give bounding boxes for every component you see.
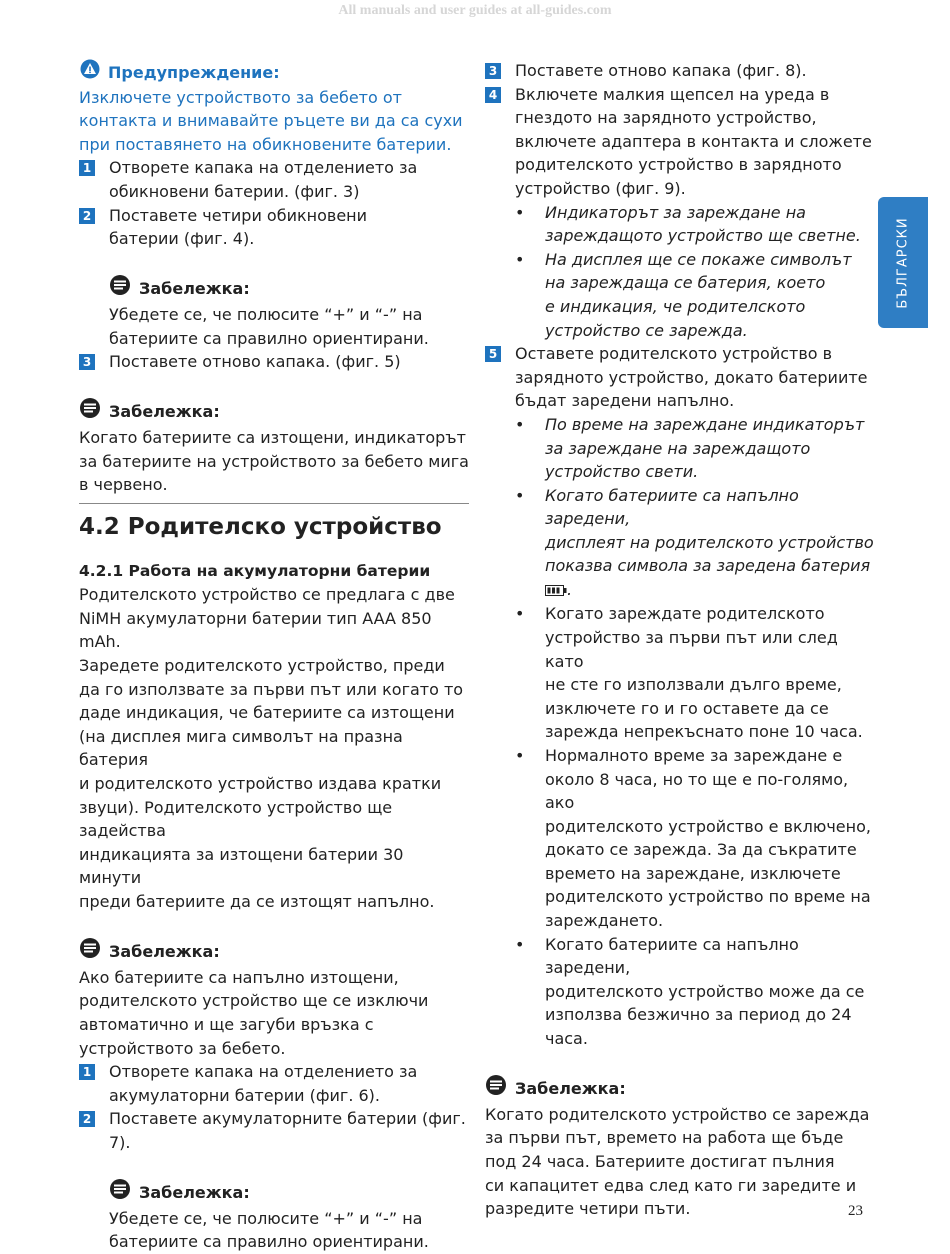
text-line: при поставянето на обикновените батерии. [79,134,452,154]
text-line: Включете малкия щепсел на уреда в [515,84,830,104]
note-block [79,1178,469,1254]
text-line: Убедете се, че полюсите “+” и “-” на [109,1208,423,1228]
text-line: родителското устройство в зарядното [515,155,842,175]
note-icon [79,397,101,426]
text-line: NiMH акумулаторни батерии тип AAA 850 [79,608,432,628]
note-block [79,937,469,1060]
step-number: 5 [485,346,501,362]
step-number: 1 [79,1064,95,1080]
step-number: 4 [485,87,501,103]
note-block [79,397,469,496]
list-item: • Когато батериите са напълно заредени, дисплеят на родителското устройство показва символа за заредена батерия . [515,484,880,603]
text-line: и родителското устройство издава кратки [79,774,442,794]
step-number: 3 [485,63,501,79]
right-column [485,59,880,1221]
warning-heading [79,59,469,86]
text-line: (на дисплея мига символът на празна батерия [79,726,403,770]
paragraph [79,583,469,913]
bullet-list [485,413,880,1051]
text-line: автоматично и ще загуби връзка с [79,1014,374,1034]
step-number: 2 [79,208,95,224]
note-title: Забележка: [109,941,220,961]
text-line: Поставете отново капака. (фиг. 5) [109,352,401,372]
note-icon [485,1074,507,1103]
text-line: звуци). Родителското устройство ще задейства [79,797,393,841]
list-item: • По време на зареждане индикаторът за зареждане на зареждащото устройство свети. [515,413,880,484]
text-line: батериите са правилно ориентирани. [109,1232,429,1252]
step-item [79,156,469,203]
list-item: • На дисплея ще се покаже символът на зареждаща се батерия, което е индикация, че родителското устройство се зарежда. [515,248,880,342]
left-column [79,59,469,1254]
text-line: батериите са правилно ориентирани. [109,328,429,348]
text-line: Ако батериите са напълно изтощени, [79,967,399,987]
text-line: Поставете отново капака (фиг. 8). [515,61,807,80]
text-line: Убедете се, че полюсите “+” и “-” на [109,304,423,324]
text-line: Изключете устройството за бебето от [79,87,402,107]
list-item: • Когато зареждате родителското устройство за първи път или след като не сте го използвали дълго време, изключете го и го оставете да се зарежда непрекъснато поне 10 часа. [515,602,880,744]
step-item [485,83,880,201]
text-line: Отворете капака на отделението за [109,158,418,178]
step-item [79,204,469,251]
text-line: Когато батериите са изтощени, индикаторът [79,427,466,447]
text-line: Когато родителското устройство се зарежда [485,1104,870,1124]
text-line: разредите четири пъти. [485,1199,691,1219]
note-icon [109,274,131,303]
side-tab-label: БЪЛГАРСКИ [895,216,911,309]
subsection-heading: 4.2.1 Работа на акумулаторни батерии [79,561,431,580]
watermark: All manuals and user guides at all-guides.com [338,3,612,18]
note-icon [79,937,101,966]
text-line: да го използвате за първи път или когато то [79,679,464,699]
warning-title: Предупреждение: [108,62,280,82]
warning-text [79,86,469,157]
text-line: Поставете четири обикновени [109,205,368,225]
text-line: преди батериите да се изтощят напълно. [79,892,435,911]
text-line: си капацитет едва след като ги заредите и [485,1175,857,1195]
step-item [485,59,880,83]
text-line: Отворете капака на отделението за [109,1062,418,1082]
text-line: за първи път, времето на работа ще бъде [485,1128,844,1148]
battery-full-icon [545,579,567,603]
text-line: mAh. [79,632,121,652]
list-item: • Когато батериите са напълно заредени, родителското устройство може да се използва безжично за период до 24 часа. [515,933,880,1051]
text-line: контакта и внимавайте ръцете ви да са сухи [79,111,463,131]
text-line: под 24 часа. Батериите достигат пълния [485,1152,835,1172]
note-icon [109,1178,131,1207]
step-number: 3 [79,354,95,370]
step-item [79,1060,469,1107]
text-line: гнездото на зарядното устройство, [515,108,817,128]
language-side-tab [878,197,928,328]
text-line: устройство (фиг. 9). [515,178,686,198]
text-line: Родителското устройство се предлага с две [79,585,455,605]
list-item: • Нормалното време за зареждане е около 8 часа, но то ще е по-голямо, ако родителското устройство е включено, докато се зарежда. За да съкратите времето на зареждане, изключете родителското устройство по време на зареждането. [515,744,880,933]
text-line: Оставете родителското устройство в [515,344,833,364]
text-line: зарядното устройство, докато батериите [515,367,868,387]
page-number: 23 [848,1203,863,1219]
text-line: обикновени батерии. (фиг. 3) [109,181,360,201]
text-line: бъдат заредени напълно. [515,391,735,411]
note-title: Забележка: [139,278,250,298]
text-line: в червено. [79,475,168,495]
section-heading: 4.2 Родителско устройство [79,503,469,542]
step-number: 1 [79,160,95,176]
list-item: • Индикаторът за зареждане на зареждащото устройство ще светне. [515,201,880,248]
text-line: за батериите на устройството за бебето мига [79,451,469,471]
text-line: даде индикация, че батериите са изтощени [79,703,455,723]
text-line: родителското устройство ще се изключи [79,991,429,1011]
step-item [485,342,880,413]
text-line: батерии (фиг. 4). [109,229,255,249]
note-title: Забележка: [139,1182,250,1202]
note-block [485,1074,880,1221]
step-number: 2 [79,1111,95,1127]
note-title: Забележка: [515,1078,626,1098]
warning-icon [79,59,101,86]
step-item [79,350,469,374]
text-line: устройството за бебето. [79,1038,286,1058]
text-line: индикацията за изтощени батерии 30 минути [79,844,404,888]
bullet-list [485,201,880,343]
text-line: Поставете акумулаторните батерии (фиг. 7). [109,1109,466,1152]
note-block [79,274,469,350]
note-title: Забележка: [109,401,220,421]
text-line: Заредете родителското устройство, преди [79,656,445,676]
text-line: включете адаптера в контакта и сложете [515,131,872,151]
step-item [79,1107,469,1154]
text-line: акумулаторни батерии (фиг. 6). [109,1085,380,1105]
